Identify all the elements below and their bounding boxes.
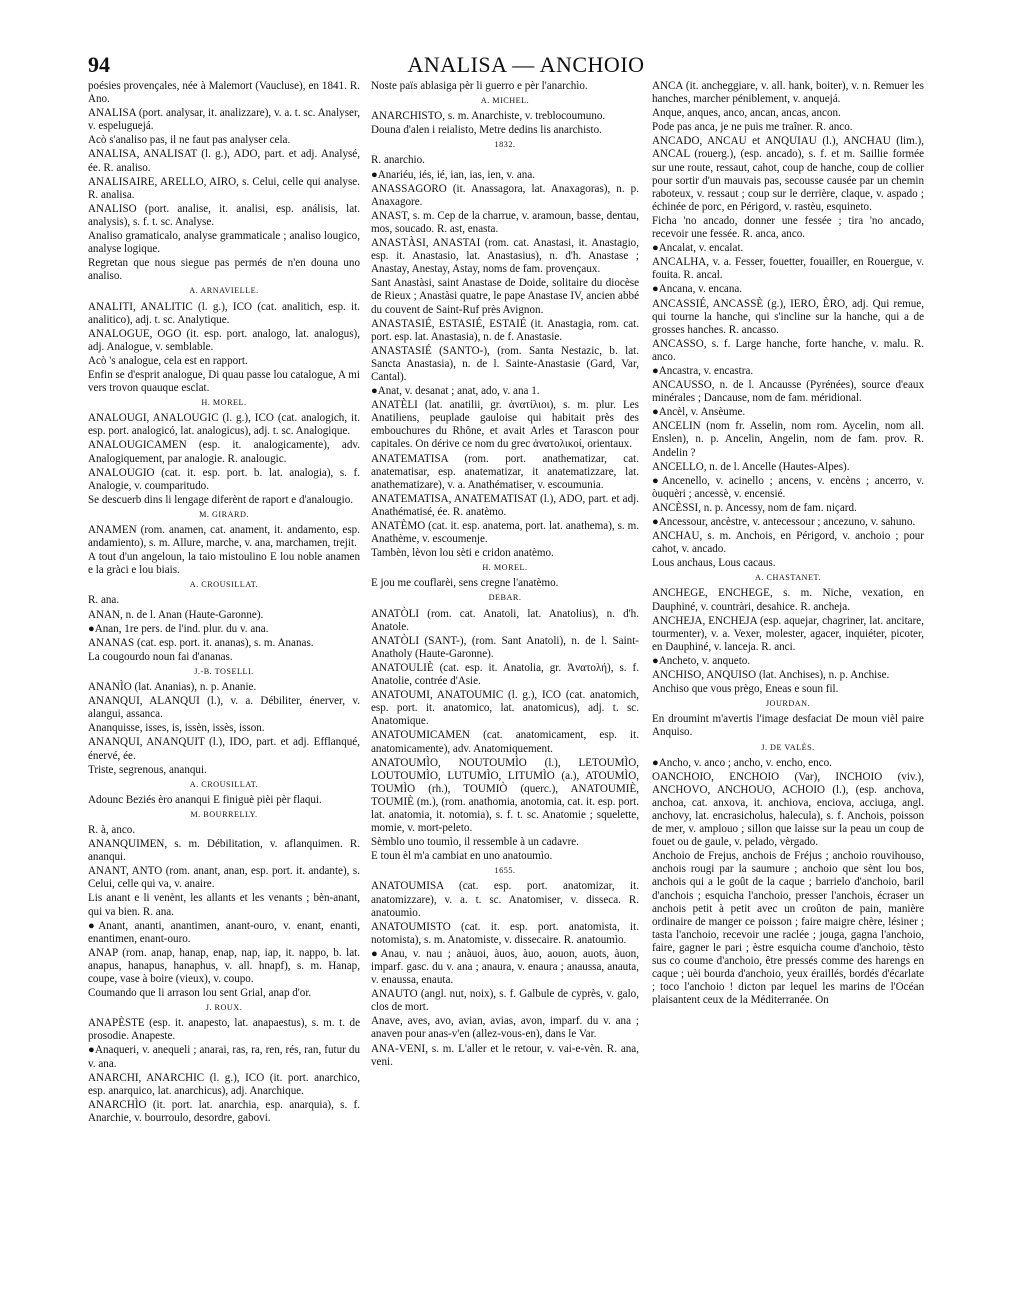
entry-text: ●Ancana, v. encana. xyxy=(652,283,743,296)
entry-text: ●Ancheto, v. anqueto. xyxy=(652,654,751,667)
entry-text: Se descuerb dins li lengage diferènt de raport e d'analougio. xyxy=(88,493,354,506)
quote-attribution: H. MOREL. xyxy=(482,563,528,573)
entry-text: Sèmblo uno toumìo, il ressemble à un cadavre. xyxy=(371,836,579,849)
entry-text: Triste, segrenous, ananqui. xyxy=(88,763,207,776)
entry-text: ●Anat, v. desanat ; anat, ado, v. ana 1. xyxy=(371,385,540,398)
entry-paragraph: ANATOUMISA (cat. esp. port. anatomizar, it. anatomizzare), v. a. t. sc. Anatomiser, v. disseca. R. anatoumìo. xyxy=(371,880,639,919)
quote-attribution: A. ARNAVIELLE. xyxy=(189,286,259,296)
entry-text: ●Anariéu, iés, ié, ian, ias, ien, v. ana. xyxy=(371,168,536,181)
entry-text: Tambèn, lèvon lou sèti e cridon anatèmo. xyxy=(371,547,554,560)
entry-text: ●Anau, v. nau ; anàuoi, àuos, àuo, aouon, auots, àuon, imparf. gasc. du v. ana ; anaura, v. enaura ; anaussa, anauta, v. enaussa, enauta. xyxy=(371,947,639,987)
quote-attribution: 1832. xyxy=(494,140,516,150)
entry-paragraph: ANANT, ANTO (rom. anant, anan, esp. port. it. andante), s. Celui, celle qui va, v. anaire. xyxy=(88,865,360,891)
entry-paragraph: ANATEMATISA, ANATEMATISAT (l.), ADO, part. et adj. Anathématisé, ée. R. anatèmo. xyxy=(371,492,639,518)
entry-paragraph: ANALISO (port. analise, it. analisi, esp. análisis, lat. analysis), s. f. t. sc. Analyse. xyxy=(88,202,360,228)
entry-text: Regretan que nous siegue pas permés de n'en douna uno analiso. xyxy=(88,257,360,283)
entry-text: R. anarchio. xyxy=(371,154,425,167)
entry-paragraph: ANANQUIMEN, s. m. Débilitation, v. aflanquimen. R. ananqui. xyxy=(88,838,360,864)
entry-paragraph: ANCHEJA, ENCHEJA (esp. aquejar, chagriner, lat. ancitare, tourmenter), v. a. Vexer, molester, agacer, inquiéter, picoter, en Dauphiné, v. lanceja. R. anci. xyxy=(652,614,924,653)
entry-text: ●Ancenello, v. acinello ; ancens, v. encèns ; ancerro, v. òuquèri ; ancessè, v. encensié. xyxy=(652,474,924,500)
entry-paragraph: ANCAUSSO, n. de l. Ancausse (Pyrénées), source d'eaux minérales ; Dancause, nom de fam. méridional. xyxy=(652,379,924,405)
entry-text: E jou me couflarèi, sens cregne l'anatèmo. xyxy=(371,577,559,590)
quote-attribution: A. CROUSILLAT. xyxy=(189,779,259,789)
entry-text: ●Ancalat, v. encalat. xyxy=(652,242,744,255)
entry-text: Pode pas anca, je ne puis me traîner. R. anco. xyxy=(652,121,853,134)
entry-paragraph: ANATOULIÈ (cat. esp. it. Anatolia, gr. Ἀνατολή), s. f. Anatolie, contrée d'Asie. xyxy=(371,661,639,688)
entry-text: ●Anan, 1re pers. de l'ind. plur. du v. ana. xyxy=(88,622,269,635)
entry-paragraph: ANAMEN (rom. anamen, cat. anament, it. andamento, esp. andamiento), s. m. Allure, marche, v. ana, marchamen, trejit. xyxy=(88,524,360,550)
entry-text: ●Ancessour, ancèstre, v. antecessour ; ancezuno, v. sahuno. xyxy=(652,516,916,528)
running-title: ANALISA — ANCHOIO xyxy=(407,52,645,77)
entry-paragraph: ANALITI, ANALITIC (l. g.), ICO (cat. analitich, esp. it. analitico), adj. t. sc. Analytique. xyxy=(88,300,360,326)
entry-text: ●Ancho, v. anco ; ancho, v. encho, enco. xyxy=(652,756,832,769)
entry-paragraph: ANAUTO (angl. nut, noix), s. f. Galbule de cyprès, v. galo, clos de mort. xyxy=(371,988,639,1014)
entry-paragraph: ANANÌO (lat. Ananias), n. p. Ananie. xyxy=(88,681,257,694)
quote-attribution: 1655. xyxy=(494,866,516,876)
entry-text: Ananquisse, isses, is, issèn, issès, isson. xyxy=(88,722,265,735)
entry-text: Douna d'alen i reialisto, Metre dedins lis anarchisto. xyxy=(371,124,602,137)
entry-text: Anave, aves, avo, avian, avias, avon, imparf. du v. ana ; anaven pour anas-v'en (allez-vous-en), dans le Var. xyxy=(371,1015,639,1041)
entry-paragraph: ANARCHI, ANARCHIC (l. g.), ICO (it. port. anarchico, esp. anarquico, lat. anarchicus), adj. Anarchique. xyxy=(88,1071,360,1097)
entry-paragraph: ANCHISO, ANQUISO (lat. Anchises), n. p. Anchise. xyxy=(652,669,890,682)
entry-paragraph: ANAST, s. m. Cep de la charrue, v. aramoun, basse, dentau, mos, soucado. R. ast, enasta. xyxy=(371,209,639,235)
entry-paragraph: ANALOUGIO (cat. it. esp. port. b. lat. analogia), s. f. Analogie, v. coumparitudo. xyxy=(88,466,360,492)
entry-text: Anque, anques, anco, ancan, ancas, ancon. xyxy=(652,107,841,120)
entry-paragraph: ANANQUI, ALANQUI (l.), v. a. Débiliter, énerver, v. alangui, assanca. xyxy=(88,695,360,721)
entry-text: ●Ancastra, v. encastra. xyxy=(652,364,754,377)
entry-paragraph: ANCA (it. ancheggiare, v. all. hank, boiter), v. n. Remuer les hanches, marcher péniblement, v. anquejá. xyxy=(652,80,924,106)
entry-paragraph: ANARCHISTO, s. m. Anarchiste, v. treblocoumuno. xyxy=(371,110,606,123)
quote-attribution: M. BOURRELLY. xyxy=(190,809,258,819)
entry-text: Analiso gramaticalo, analyse grammaticale ; analiso lougico, analyse logique. xyxy=(88,230,360,256)
quote-attribution: A. MICHEL. xyxy=(480,96,530,106)
entry-paragraph: ANATÈLI (lat. anatilii, gr. ἀνατίλιοι), s. m. plur. Les Anatiliens, peuplade gauloise qui habitait près des embouchures du Rhône, et avait Arles et Tarascon pour capitales. On dérive ce nom du grec ἀνατολικοί, orientaux. xyxy=(371,399,639,451)
entry-text: Lis anant e li venènt, les allants et les venants ; bèn-anant, qui va bien. R. ana. xyxy=(88,892,360,918)
entry-paragraph: ANANAS (cat. esp. port. it. ananas), s. m. Ananas. xyxy=(88,636,314,649)
entry-paragraph: ANASTASIÉ, ESTASIÉ, ESTAIÉ (it. Anastagia, rom. cat. port. esp. lat. Anastasia), n. de f. Anastasie. xyxy=(371,317,639,343)
quote-attribution: A. CROUSILLAT. xyxy=(189,580,259,590)
column-left xyxy=(88,80,360,1126)
entry-text: Anchoio de Frejus, anchois de Fréjus ; anchoio rouvihouso, anchois rougi par la saumure ; anchoio que sènt lou bos, anchois qui a le goût de la caque ; barrielo d'anchoio, baril d'anchois ; esquicha l'anchoio, presser l'anchois, écraser un anchois petit à petit avec un croûton de pain, manière ordinaire de manger ce poisson ; faire maigre chère, lésiner ; tasta l'anchoio, recevoir une raclée ; jouga, gagna l'anchoio, faire, gagner le pari ; èstre esquicha coume d'anchoio, tèsto sus co coume d'anchoio, être pressés comme des harengs en caque ; uèi bourda d'anchoio, yeux éraillés, bordés d'écarlate ; toco l'anchoio ! dicton par lequel les marins de l'Océan plaisantent ceux de la Méditerranée. On xyxy=(652,850,924,1007)
entry-paragraph: ANCASSO, s. f. Large hanche, forte hanche, v. malu. R. anco. xyxy=(652,337,924,363)
quote-attribution: J. ROUX. xyxy=(205,1003,243,1013)
entry-paragraph: ANCALHA, v. a. Fesser, fouetter, fouailler, en Rouergue, v. fouita. R. ancal. xyxy=(652,256,924,282)
entry-text: Ficha 'no ancado, donner une fessée ; tira 'no ancado, recevoir une fessée. R. anca, anco. xyxy=(652,214,924,241)
entry-paragraph: ANCHEGE, ENCHEGE, s. m. Niche, vexation, en Dauphiné, v. countràri, desahice. R. ancheja. xyxy=(652,587,924,613)
entry-text: Sant Anastàsi, saint Anastase de Doide, solitaire du diocèse de Rieux ; Anastàsi quatre, le pape Anastase IV, ancien abbé du couvent de Saint-Ruf près Avignon. xyxy=(371,277,639,316)
entry-paragraph: ANANQUI, ANANQUIT (l.), IDO, part. et adj. Efflanqué, énervé, ée. xyxy=(88,736,360,762)
entry-text: Enfin se d'esprit analogue, Di quau passe lou catalogue, A mi vers trovon quauque esclat. xyxy=(88,368,360,395)
page-header xyxy=(88,52,964,82)
entry-paragraph: ANAPÈSTE (esp. it. anapesto, lat. anapaestus), s. m. t. de prosodie. Anapeste. xyxy=(88,1017,360,1043)
entry-paragraph: ANATEMATISA (rom. port. anathematizar, cat. anatematisar, esp. anatematizar, it anatematizzare, lat. anathematizare), v. a. Anathématiser, v. escoumunia. xyxy=(371,452,639,491)
entry-paragraph: ANALISA, ANALISAT (l. g.), ADO, part. et adj. Analysé, ée. R. analiso. xyxy=(88,148,360,174)
quote-attribution: M. GIRARD. xyxy=(199,509,249,519)
entry-text: ●Anaqueri, v. anequeli ; anarai, ras, ra, ren, rés, ran, futur du v. ana. xyxy=(88,1044,360,1070)
entry-text: En droumint m'avertis l'image desfaciat De moun vièl paire Anquiso. xyxy=(652,713,924,739)
quote-attribution: DEBAR. xyxy=(488,593,522,603)
entry-paragraph: ANCASSIÉ, ANCASSÈ (g.), IERO, ÈRO, adj. Qui remue, qui tourne la hanche, qui s'incline sur la hanche, qui a de grosses hanches. R. ancasso. xyxy=(652,297,924,336)
entry-paragraph: ANASTASIÉ (SANTO-), (rom. Santa Nestazic, b. lat. Sancta Anastasia), n. de l. Sainte-Anastasie (Gard, Var, Cantal). xyxy=(371,344,639,383)
quote-attribution: JOURDAN. xyxy=(765,699,811,709)
entry-text: ●Anant, ananti, anantimen, anant-ouro, v. enant, enanti, enantimen, enant-ouro. xyxy=(88,919,360,945)
entry-paragraph: ANALISAIRE, ARELLO, AIRO, s. Celui, celle qui analyse. R. analisa. xyxy=(88,175,360,201)
entry-paragraph: ANCHAU, s. m. Anchois, en Périgord, v. anchoio ; pour cahot, v. ancado. xyxy=(652,530,924,556)
entry-paragraph: ANATOUMICAMEN (cat. anatomicament, esp. it. anatomicamente), adv. Anatomiquement. xyxy=(371,729,639,755)
entry-paragraph: ANALOGUE, OGO (it. esp. port. analogo, lat. analogus), adj. Analogue, v. semblable. xyxy=(88,327,360,353)
entry-text: R. ana. xyxy=(88,594,120,607)
quote-attribution: H. MOREL. xyxy=(201,398,247,408)
entry-text: Coumando que li arrason lou sent Grial, anap d'or. xyxy=(88,987,312,1000)
entry-paragraph: ANATÒLI (SANT-), (rom. Sant Anatoli), n. de l. Saint-Anatholy (Haute-Garonne). xyxy=(371,634,639,660)
entry-paragraph: ANARCHÌO (it. port. lat. anarchia, esp. anarquia), s. f. Anarchie, v. bourroulo, desordre, gabovi. xyxy=(88,1098,360,1124)
entry-paragraph: ANASTÀSI, ANASTAI (rom. cat. Anastasi, it. Anastagio, esp. it. Anastasio, lat. Anastasius), n. d'h. Anastase ; Anastay, Anestay, Astay, noms de fam. provençaux. xyxy=(371,237,639,276)
entry-paragraph: ANCADO, ANCAU et ANQUIAU (l.), ANCHAU (lim.), ANCAL (rouerg.), (esp. ancado), s. f. et m. Saillie formée sur une route, ressaut, cahot, coup de hanche, coup de collier pour sortir d'un mauvais pas, secousse causée par un chemin raboteux, v. ressaut ; coup sur le derrière, claque, v. aspado ; échinée de porc, en Périgord, v. rastèu, esquineto. xyxy=(652,135,924,213)
entry-paragraph: ANASSAGORO (it. Anassagora, lat. Anaxagoras), n. p. Anaxagore. xyxy=(371,182,639,208)
entry-text: E toun èl m'a cambiat en uno anatoumìo. xyxy=(371,850,553,863)
entry-text: Acò s'analiso pas, il ne faut pas analyser cela. xyxy=(88,134,291,147)
entry-paragraph: ANATÒLI (rom. cat. Anatoli, lat. Anatolius), n. d'h. Anatole. xyxy=(371,607,639,633)
entry-text: R. à, anco. xyxy=(88,823,136,836)
entry-text: A tout d'un angeloun, la taio mistoulino E lou noble anamen e la gràci e lou biais. xyxy=(88,551,360,577)
entry-paragraph: ANATOUMI, ANATOUMIC (l. g.), ICO (cat. anatomich, esp. port. it. anatomico, lat. anatomicus), adj. t. sc. Anatomique. xyxy=(371,689,639,728)
entry-text: Anchiso que vous prègo, Eneas e soun fil. xyxy=(652,683,839,696)
entry-text: Adounc Beziés èro ananqui E finiguè pièi pèr flaqui. xyxy=(88,793,322,806)
entry-paragraph: ANCELIN (nom fr. Asselin, nom rom. Aycelin, nom all. Enslen), n. p. Ancelin, Angelin, nom de fam. prov. R. Andelin ? xyxy=(652,420,924,459)
quote-attribution: A. CHASTANET. xyxy=(755,573,821,583)
entry-paragraph: OANCHOIO, ENCHOIO (Var), INCHOIO (viv.), ANCHOVO, ANCHOUO, ACHOIO (l.), (esp. anchova, anchoa, cat. anxova, it. anchiova, enciova, acciuga, angl. anchovy, lat. encrasicholus, halecula), s. f. Anchois, poisson de mer, v. amplouo ; sillon que laisse sur la peau un coup de fouet ou de gaule, v. pelado, vèrgado. xyxy=(652,770,924,849)
entry-paragraph: ANAP (rom. anap, hanap, enap, nap, iap, it. nappo, b. lat. anapus, hanapus, hanaphus, v. all. hnapf), s. m. Hanap, coupe, vase à boire (vieux), v. coupo. xyxy=(88,946,360,985)
entry-paragraph: ANATÈMO (cat. it. esp. anatema, port. lat. anathema), s. m. Anathème, v. escoumenje. xyxy=(371,520,639,546)
entry-text: La cougourdo noun fai d'ananas. xyxy=(88,650,233,663)
page-number: 94 xyxy=(88,52,110,77)
entry-paragraph: ANALOUGI, ANALOUGIC (l. g.), ICO (cat. analogich, it. esp. port. analogicó, lat. analogicus), adj. t. sc. Analogique. xyxy=(88,412,360,438)
entry-paragraph: ANA-VENI, s. m. L'aller et le retour, v. vai-e-vèn. R. ana, veni. xyxy=(371,1042,639,1068)
entry-paragraph: ANATOUMÌO, NOUTOUMÌO (l.), LETOUMÌO, LOUTOUMÌO, LUTUMÌO, LITUMÌO (a.), ATOUMÌO, TOUMÌO (rh.), TOUMIÒ (querc.), ANATOUMIÈ, TOUMIÈ (m.), (rom. anathomia, anotomia, cat. it. esp. port. lat. anatomia, it. notomia), s. f. t. sc. Anatomie ; squelette, momie, v. mort-peleto. xyxy=(371,756,639,835)
entry-paragraph: ANALISA (port. analysar, it. analizzare), v. a. t. sc. Analyser, v. espeluguejá. xyxy=(88,107,360,133)
quote-attribution: J. DE VALÈS. xyxy=(761,742,815,752)
entry-paragraph: ANATOUMISTO (cat. it. esp. port. anatomista, it. notomista), s. m. Anatomiste, v. dissecaire. R. anatoumìo. xyxy=(371,920,639,946)
column-right xyxy=(652,80,924,1008)
column-middle xyxy=(371,80,639,1070)
entry-paragraph: ANCELLO, n. de l. Ancelle (Hautes-Alpes). xyxy=(652,460,850,473)
entry-paragraph: ANAN, n. de l. Anan (Haute-Garonne). xyxy=(88,608,264,621)
entry-text: Noste païs ablasiga pèr li guerro e pèr l'anarchìo. xyxy=(371,80,588,92)
quote-attribution: J.-B. TOSELLI. xyxy=(194,666,254,676)
entry-text: Lous anchaus, Lous cacaus. xyxy=(652,557,776,570)
entry-text: Acò 's analogue, cela est en rapport. xyxy=(88,354,248,367)
entry-paragraph: ANALOUGICAMEN (esp. it. analogicamente), adv. Analogiquement, par analogie. R. analougic. xyxy=(88,439,360,465)
entry-text: ●Ancèl, v. Ansèume. xyxy=(652,406,746,419)
entry-paragraph: ANCÈSSI, n. p. Ancessy, nom de fam. niçard. xyxy=(652,501,857,514)
entry-text: poésies provençales, née à Malemort (Vaucluse), en 1841. R. Ano. xyxy=(88,80,360,106)
